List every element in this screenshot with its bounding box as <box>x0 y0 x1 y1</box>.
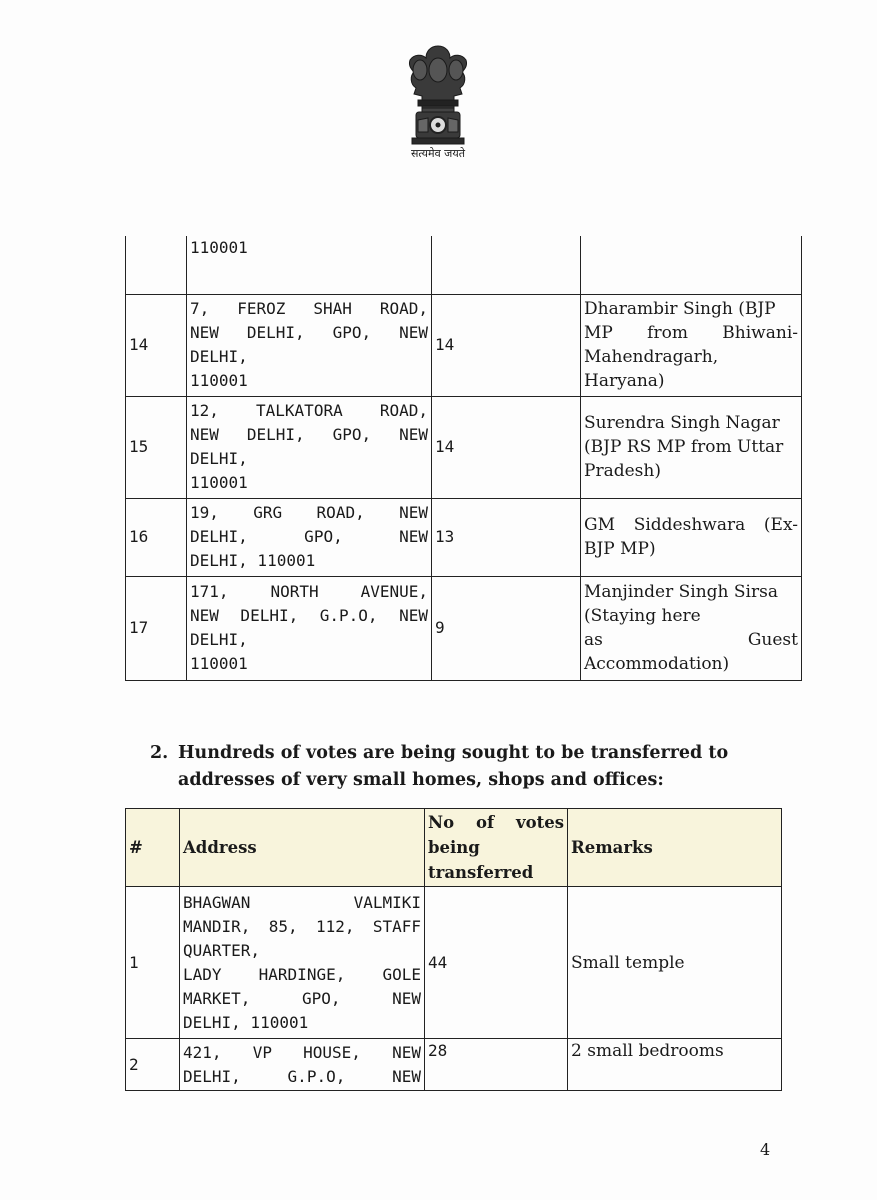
votes-cell: 13 <box>432 498 581 576</box>
column-header-votes <box>425 809 568 887</box>
table-row <box>126 294 802 396</box>
table-row <box>126 576 802 680</box>
remarks-line: BJP MP) <box>584 539 656 559</box>
address-cell <box>187 396 432 498</box>
address-line: DELHI, 110001 <box>183 1012 309 1032</box>
column-header-remarks: Remarks <box>568 809 782 887</box>
address-line: DELHI, <box>190 347 248 366</box>
address-line: 110001 <box>190 473 248 492</box>
remarks-line: Mahendragarh, <box>584 347 719 367</box>
remarks-line: Haryana) <box>584 371 665 391</box>
header-line: No of votes <box>428 813 564 832</box>
remarks-cell: Small temple <box>568 887 782 1039</box>
remarks-line: GM Siddeshwara (Ex- <box>584 515 798 535</box>
address-cell <box>187 576 432 680</box>
address-line: MANDIR, 85, 112, STAFF <box>183 916 421 936</box>
address-cell <box>187 498 432 576</box>
address-line: LADY HARDINGE, GOLE <box>183 964 421 984</box>
mp-addresses-table <box>125 236 802 681</box>
address-line: DELHI, G.P.O, NEW <box>183 1066 421 1086</box>
column-header-num: # <box>126 809 180 887</box>
votes-cell: 14 <box>432 396 581 498</box>
row-number: 15 <box>126 396 187 498</box>
address-line: NEW DELHI, GPO, NEW <box>190 425 428 444</box>
row-number <box>126 236 187 294</box>
remarks-line: as Guest <box>584 630 798 650</box>
emblem-motto: सत्यमेव जयते <box>410 147 465 160</box>
heading-line: addresses of very small homes, shops and offices: <box>178 770 664 790</box>
address-cell <box>180 887 425 1039</box>
address-line: DELHI, <box>190 449 248 468</box>
row-number: 17 <box>126 576 187 680</box>
heading-line: Hundreds of votes are being sought to be transferred to <box>178 743 729 763</box>
header-line: transferred <box>428 863 534 882</box>
remarks-line: Dharambir Singh (BJP <box>584 299 776 319</box>
votes-cell: 14 <box>432 294 581 396</box>
table-row <box>126 236 802 294</box>
row-number: 16 <box>126 498 187 576</box>
address-line: 110001 <box>190 238 248 257</box>
remarks-line: Pradesh) <box>584 461 661 481</box>
remarks-line: Accommodation) <box>584 654 730 674</box>
address-line: 12, TALKATORA ROAD, <box>190 401 428 420</box>
address-cell <box>180 1039 425 1091</box>
remarks-cell <box>581 236 802 294</box>
column-header-address: Address <box>180 809 425 887</box>
address-line: 19, GRG ROAD, NEW <box>190 503 428 522</box>
remarks-cell <box>581 294 802 396</box>
votes-cell: 9 <box>432 576 581 680</box>
section-number: 2. <box>150 743 169 763</box>
address-line: NEW DELHI, G.P.O, NEW <box>190 606 428 625</box>
votes-cell: 44 <box>425 887 568 1039</box>
remarks-cell <box>581 576 802 680</box>
votes-cell: 28 <box>425 1039 568 1091</box>
address-line: NEW DELHI, GPO, NEW <box>190 323 428 342</box>
address-cell <box>187 236 432 294</box>
remarks-cell <box>581 498 802 576</box>
table-header-row <box>126 809 782 887</box>
header-line: being <box>428 838 480 857</box>
address-line: DELHI, GPO, NEW <box>190 527 428 546</box>
row-number: 14 <box>126 294 187 396</box>
address-line: QUARTER, <box>183 940 261 960</box>
remarks-line: Surendra Singh Nagar <box>584 413 780 433</box>
address-line: 171, NORTH AVENUE, <box>190 582 428 601</box>
remarks-line: (BJP RS MP from Uttar <box>584 437 784 457</box>
remarks-cell: 2 small bedrooms <box>568 1039 782 1091</box>
row-number: 1 <box>126 887 180 1039</box>
table-row <box>126 396 802 498</box>
table-row <box>126 498 802 576</box>
address-line: MARKET, GPO, NEW <box>183 988 421 1008</box>
row-number: 2 <box>126 1039 180 1091</box>
address-line: DELHI, 110001 <box>190 551 316 570</box>
remarks-line: (Staying here <box>584 606 701 626</box>
address-line: 110001 <box>190 371 248 390</box>
remarks-line: MP from Bhiwani- <box>584 323 798 343</box>
address-line: BHAGWAN VALMIKI <box>183 892 421 912</box>
table-row <box>126 887 782 1039</box>
address-line: DELHI, <box>190 630 248 649</box>
remarks-cell <box>581 396 802 498</box>
page-number: 4 <box>760 1140 771 1159</box>
table-row <box>126 1039 782 1091</box>
address-cell <box>187 294 432 396</box>
address-line: 421, VP HOUSE, NEW <box>183 1042 421 1062</box>
section-heading <box>150 740 780 794</box>
address-line: 7, FEROZ SHAH ROAD, <box>190 299 428 318</box>
address-line: 110001 <box>190 654 248 673</box>
votes-cell <box>432 236 581 294</box>
small-homes-table <box>125 808 782 1091</box>
remarks-line: Manjinder Singh Sirsa <box>584 582 778 602</box>
